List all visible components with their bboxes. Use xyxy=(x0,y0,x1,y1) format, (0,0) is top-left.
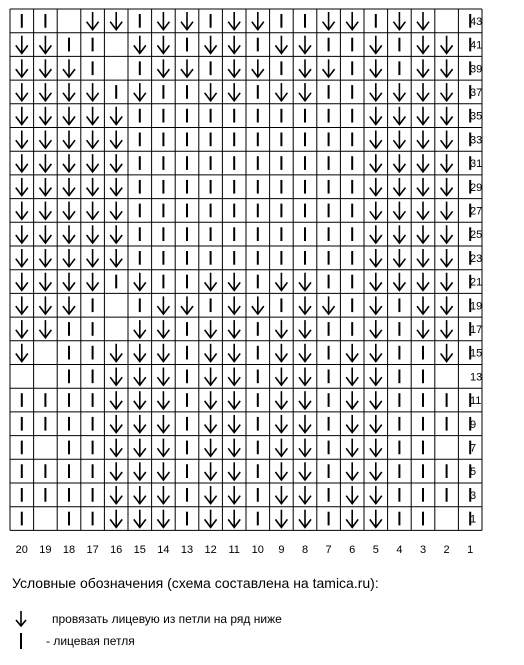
row-number-label: 11 xyxy=(470,395,482,408)
arrow-down-stitch xyxy=(275,510,287,528)
arrow-down-stitch xyxy=(417,107,429,125)
arrow-down-stitch xyxy=(16,273,28,291)
arrow-down-stitch xyxy=(393,178,405,196)
arrow-down-stitch xyxy=(441,83,453,101)
arrow-down-stitch xyxy=(228,83,240,101)
arrow-down-stitch xyxy=(393,131,405,149)
arrow-down-stitch xyxy=(16,36,28,54)
arrow-down-stitch xyxy=(441,249,453,267)
column-number-label: 3 xyxy=(419,544,427,556)
arrow-down-stitch xyxy=(370,83,382,101)
arrow-down-stitch xyxy=(110,107,122,125)
arrow-down-stitch xyxy=(299,273,311,291)
grid-lines xyxy=(10,9,482,530)
arrow-down-stitch xyxy=(299,486,311,504)
arrow-down-stitch xyxy=(441,131,453,149)
arrow-down-stitch xyxy=(323,296,335,314)
arrow-down-stitch xyxy=(228,439,240,457)
arrow-down-stitch xyxy=(275,439,287,457)
arrow-down-stitch xyxy=(370,178,382,196)
row-number-label: 15 xyxy=(470,347,483,360)
arrow-down-stitch xyxy=(393,225,405,243)
legend-label-knit: - лицевая петля xyxy=(46,634,135,648)
arrow-down-stitch xyxy=(370,273,382,291)
row-number-label: 31 xyxy=(470,158,483,171)
arrow-down-stitch xyxy=(417,36,429,54)
row-number-label: 29 xyxy=(470,181,483,194)
arrow-down-stitch xyxy=(157,344,169,362)
column-number-label: 16 xyxy=(110,544,123,556)
arrow-down-stitch xyxy=(441,202,453,220)
arrow-down-stitch xyxy=(417,225,429,243)
arrow-down-stitch xyxy=(228,59,240,77)
arrow-down-stitch xyxy=(228,462,240,480)
column-number-label: 1 xyxy=(467,544,474,556)
arrow-down-stitch xyxy=(299,391,311,409)
arrow-down-stitch xyxy=(370,249,382,267)
arrow-down-stitch xyxy=(275,462,287,480)
column-number-label: 18 xyxy=(62,544,76,556)
arrow-down-stitch xyxy=(63,202,75,220)
arrow-down-stitch xyxy=(299,462,311,480)
arrow-down-stitch xyxy=(205,439,217,457)
arrow-down-stitch xyxy=(205,83,217,101)
arrow-down-stitch xyxy=(157,415,169,433)
arrow-down-stitch xyxy=(39,296,51,314)
arrow-down-stitch xyxy=(252,12,264,30)
arrow-down-stitch xyxy=(252,59,264,77)
legend-label-arrow: провязать лицевую из петли на ряд ниже xyxy=(52,612,282,626)
arrow-down-stitch xyxy=(205,36,217,54)
column-number-label: 8 xyxy=(301,544,309,556)
arrow-down-stitch xyxy=(441,320,453,338)
arrow-down-stitch xyxy=(393,154,405,172)
arrow-down-stitch xyxy=(110,225,122,243)
arrow-down-stitch xyxy=(16,249,28,267)
row-number-label: 27 xyxy=(470,205,483,218)
arrow-down-stitch xyxy=(157,510,169,528)
arrow-down-stitch xyxy=(299,415,311,433)
column-number-label: 17 xyxy=(86,544,99,556)
arrow-down-stitch xyxy=(299,320,311,338)
arrow-down-stitch xyxy=(39,107,51,125)
arrow-down-stitch xyxy=(134,439,146,457)
arrow-down-stitch xyxy=(87,249,99,267)
arrow-down-stitch xyxy=(110,154,122,172)
arrow-down-stitch xyxy=(417,273,429,291)
column-number-label: 6 xyxy=(349,544,356,556)
arrow-down-stitch xyxy=(370,202,382,220)
arrow-down-stitch xyxy=(110,131,122,149)
row-number-label: 13 xyxy=(470,371,483,384)
arrow-down-stitch xyxy=(228,320,240,338)
arrow-down-stitch xyxy=(87,154,99,172)
arrow-down-stitch xyxy=(393,273,405,291)
arrow-down-stitch xyxy=(393,83,405,101)
arrow-down-stitch xyxy=(299,344,311,362)
arrow-down-stitch xyxy=(370,59,382,77)
arrow-down-stitch xyxy=(134,36,146,54)
arrow-down-stitch xyxy=(417,131,429,149)
arrow-down-stitch xyxy=(323,59,335,77)
arrow-down-stitch xyxy=(157,59,169,77)
row-number-label: 21 xyxy=(470,276,483,289)
arrow-down-stitch xyxy=(441,273,453,291)
arrow-down-stitch xyxy=(134,510,146,528)
arrow-down-stitch xyxy=(417,202,429,220)
arrow-down-stitch xyxy=(228,486,240,504)
arrow-down-stitch xyxy=(87,273,99,291)
column-number-label: 4 xyxy=(396,544,403,556)
arrow-down-stitch xyxy=(370,415,382,433)
arrow-down-stitch xyxy=(110,439,122,457)
arrow-down-stitch xyxy=(157,36,169,54)
arrow-down-stitch xyxy=(346,344,358,362)
arrow-down-stitch xyxy=(205,368,217,386)
arrow-down-stitch xyxy=(157,439,169,457)
arrow-down-stitch xyxy=(417,12,429,30)
arrow-down-stitch xyxy=(87,225,99,243)
arrow-down-stitch xyxy=(181,296,193,314)
arrow-down-stitch xyxy=(157,296,169,314)
arrow-down-stitch xyxy=(110,344,122,362)
arrow-down-stitch xyxy=(110,510,122,528)
column-number-label: 12 xyxy=(204,544,217,556)
arrow-down-stitch xyxy=(346,368,358,386)
arrow-down-stitch xyxy=(275,83,287,101)
arrow-down-stitch xyxy=(299,510,311,528)
arrow-down-stitch xyxy=(275,344,287,362)
row-number-label: 43 xyxy=(470,15,483,28)
arrow-down-stitch xyxy=(134,391,146,409)
arrow-down-stitch xyxy=(157,486,169,504)
arrow-down-stitch xyxy=(323,12,335,30)
arrow-down-stitch xyxy=(39,273,51,291)
arrow-down-icon xyxy=(12,608,30,630)
arrow-down-stitch xyxy=(370,510,382,528)
arrow-down-stitch xyxy=(275,36,287,54)
arrow-down-stitch xyxy=(228,344,240,362)
arrow-down-stitch xyxy=(417,59,429,77)
arrow-down-stitch xyxy=(39,202,51,220)
arrow-down-stitch xyxy=(346,510,358,528)
arrow-down-stitch xyxy=(39,178,51,196)
arrow-down-stitch xyxy=(134,320,146,338)
arrow-down-stitch xyxy=(275,486,287,504)
row-number-label: 23 xyxy=(470,252,483,265)
arrow-down-stitch xyxy=(157,462,169,480)
arrow-down-stitch xyxy=(441,178,453,196)
vertical-bar-icon xyxy=(12,630,30,652)
arrow-down-stitch xyxy=(63,296,75,314)
column-number-label: 7 xyxy=(325,544,332,556)
arrow-down-stitch xyxy=(157,391,169,409)
arrow-down-stitch xyxy=(157,12,169,30)
arrow-down-stitch xyxy=(417,83,429,101)
arrow-down-stitch xyxy=(16,83,28,101)
arrow-down-stitch xyxy=(441,225,453,243)
arrow-down-stitch xyxy=(299,439,311,457)
arrow-down-stitch xyxy=(275,391,287,409)
arrow-down-stitch xyxy=(39,131,51,149)
arrow-down-stitch xyxy=(228,12,240,30)
arrow-down-stitch xyxy=(39,249,51,267)
arrow-down-stitch xyxy=(417,249,429,267)
arrow-down-stitch xyxy=(370,368,382,386)
column-number-label: 20 xyxy=(15,544,28,556)
arrow-down-stitch xyxy=(228,391,240,409)
column-number-label: 15 xyxy=(133,544,146,556)
arrow-down-stitch xyxy=(110,415,122,433)
column-number-label: 5 xyxy=(372,544,379,556)
arrow-down-stitch xyxy=(205,415,217,433)
arrow-down-stitch xyxy=(346,462,358,480)
arrow-down-stitch xyxy=(87,83,99,101)
legend-item-arrow xyxy=(12,608,282,630)
arrow-down-stitch xyxy=(346,391,358,409)
arrow-down-stitch xyxy=(63,273,75,291)
arrow-down-stitch xyxy=(228,415,240,433)
arrow-down-stitch xyxy=(134,83,146,101)
arrow-down-stitch xyxy=(16,320,28,338)
column-number-label: 13 xyxy=(180,544,194,556)
arrow-down-stitch xyxy=(110,462,122,480)
row-number-label: 5 xyxy=(470,466,477,479)
arrow-down-stitch xyxy=(110,368,122,386)
row-number-label: 41 xyxy=(470,39,483,52)
arrow-down-stitch xyxy=(87,107,99,125)
arrow-down-stitch xyxy=(39,225,51,243)
arrow-down-stitch xyxy=(63,178,75,196)
arrow-down-stitch xyxy=(370,486,382,504)
arrow-down-stitch xyxy=(205,320,217,338)
row-number-label: 17 xyxy=(470,323,483,336)
arrow-down-stitch xyxy=(63,131,75,149)
arrow-down-stitch xyxy=(275,368,287,386)
row-number-label: 37 xyxy=(470,86,483,99)
arrow-down-stitch xyxy=(16,296,28,314)
arrow-down-stitch xyxy=(16,202,28,220)
arrow-down-stitch xyxy=(16,154,28,172)
arrow-down-stitch xyxy=(275,320,287,338)
row-number-label: 19 xyxy=(470,300,483,313)
arrow-down-stitch xyxy=(299,296,311,314)
arrow-down-stitch xyxy=(275,273,287,291)
arrow-down-stitch xyxy=(205,486,217,504)
arrow-down-stitch xyxy=(346,415,358,433)
arrow-down-stitch xyxy=(181,59,193,77)
arrow-down-stitch xyxy=(417,320,429,338)
arrow-down-stitch xyxy=(134,273,146,291)
arrow-down-stitch xyxy=(370,462,382,480)
arrow-down-stitch xyxy=(228,36,240,54)
arrow-down-stitch xyxy=(110,486,122,504)
arrow-down-stitch xyxy=(205,391,217,409)
arrow-down-stitch xyxy=(228,510,240,528)
arrow-down-stitch xyxy=(63,107,75,125)
arrow-down-stitch xyxy=(441,154,453,172)
arrow-down-stitch xyxy=(393,202,405,220)
arrow-down-stitch xyxy=(228,368,240,386)
arrow-down-stitch xyxy=(63,154,75,172)
arrow-down-stitch xyxy=(63,59,75,77)
column-number-label: 19 xyxy=(39,544,52,556)
arrow-down-stitch xyxy=(63,249,75,267)
arrow-down-stitch xyxy=(370,36,382,54)
row-number-label: 35 xyxy=(470,110,483,123)
arrow-down-stitch xyxy=(299,368,311,386)
arrow-down-stitch xyxy=(110,202,122,220)
column-number-label: 10 xyxy=(251,544,264,556)
arrow-down-stitch xyxy=(370,296,382,314)
arrow-down-stitch xyxy=(252,296,264,314)
column-number-label: 2 xyxy=(443,544,450,556)
arrow-down-stitch xyxy=(370,154,382,172)
arrow-down-stitch xyxy=(39,36,51,54)
arrow-down-stitch xyxy=(346,486,358,504)
arrow-down-stitch xyxy=(441,107,453,125)
arrow-down-stitch xyxy=(39,154,51,172)
arrow-down-stitch xyxy=(16,225,28,243)
row-number-label: 3 xyxy=(470,489,477,502)
arrow-down-stitch xyxy=(299,36,311,54)
arrow-down-stitch xyxy=(87,131,99,149)
arrow-down-stitch xyxy=(181,12,193,30)
legend-item-knit xyxy=(12,630,135,652)
arrow-down-stitch xyxy=(16,107,28,125)
arrow-down-stitch xyxy=(16,178,28,196)
arrow-down-stitch xyxy=(205,273,217,291)
arrow-down-stitch xyxy=(417,154,429,172)
arrow-down-stitch xyxy=(16,59,28,77)
arrow-down-stitch xyxy=(16,344,28,362)
arrow-down-stitch xyxy=(370,391,382,409)
arrow-down-stitch xyxy=(346,439,358,457)
row-number-label: 33 xyxy=(470,134,483,147)
arrow-down-stitch xyxy=(417,178,429,196)
arrow-down-stitch xyxy=(441,59,453,77)
legend-title: Условные обозначения (схема составлена на tamica.ru): xyxy=(12,575,379,591)
arrow-down-stitch xyxy=(370,439,382,457)
column-number-label: 9 xyxy=(278,544,285,556)
arrow-down-stitch xyxy=(16,131,28,149)
arrow-down-stitch xyxy=(110,12,122,30)
arrow-down-stitch xyxy=(205,462,217,480)
arrow-down-stitch xyxy=(157,320,169,338)
arrow-down-stitch xyxy=(370,344,382,362)
arrow-down-stitch xyxy=(205,344,217,362)
arrow-down-stitch xyxy=(441,296,453,314)
arrow-down-stitch xyxy=(346,12,358,30)
arrow-down-stitch xyxy=(393,12,405,30)
arrow-down-stitch xyxy=(441,36,453,54)
arrow-down-stitch xyxy=(275,415,287,433)
row-number-label: 39 xyxy=(470,63,483,76)
row-number-label: 7 xyxy=(470,442,477,455)
row-number-label: 1 xyxy=(470,513,477,526)
arrow-down-stitch xyxy=(228,273,240,291)
arrow-down-stitch xyxy=(134,462,146,480)
arrow-down-stitch xyxy=(370,225,382,243)
arrow-down-stitch xyxy=(39,320,51,338)
arrow-down-stitch xyxy=(63,83,75,101)
arrow-down-stitch xyxy=(393,107,405,125)
arrow-down-stitch xyxy=(205,510,217,528)
arrow-down-stitch xyxy=(157,368,169,386)
arrow-down-stitch xyxy=(370,320,382,338)
arrow-down-stitch xyxy=(110,178,122,196)
arrow-down-stitch xyxy=(228,296,240,314)
arrow-down-stitch xyxy=(441,344,453,362)
arrow-down-stitch xyxy=(370,107,382,125)
arrow-down-stitch xyxy=(39,83,51,101)
arrow-down-stitch xyxy=(87,178,99,196)
arrow-down-stitch xyxy=(87,202,99,220)
row-number-label: 9 xyxy=(470,418,477,431)
arrow-down-stitch xyxy=(134,415,146,433)
arrow-down-stitch xyxy=(110,249,122,267)
arrow-down-stitch xyxy=(134,486,146,504)
column-number-label: 11 xyxy=(228,544,240,556)
arrow-down-stitch xyxy=(134,368,146,386)
arrow-down-stitch xyxy=(39,59,51,77)
arrow-down-stitch xyxy=(370,131,382,149)
column-number-label: 14 xyxy=(157,544,170,556)
arrow-down-stitch xyxy=(134,344,146,362)
row-number-label: 25 xyxy=(470,229,483,242)
arrow-down-stitch xyxy=(299,83,311,101)
arrow-down-stitch xyxy=(63,225,75,243)
arrow-down-stitch xyxy=(299,59,311,77)
arrow-down-stitch xyxy=(87,12,99,30)
arrow-down-stitch xyxy=(417,296,429,314)
arrow-down-stitch xyxy=(110,391,122,409)
arrow-down-stitch xyxy=(393,249,405,267)
